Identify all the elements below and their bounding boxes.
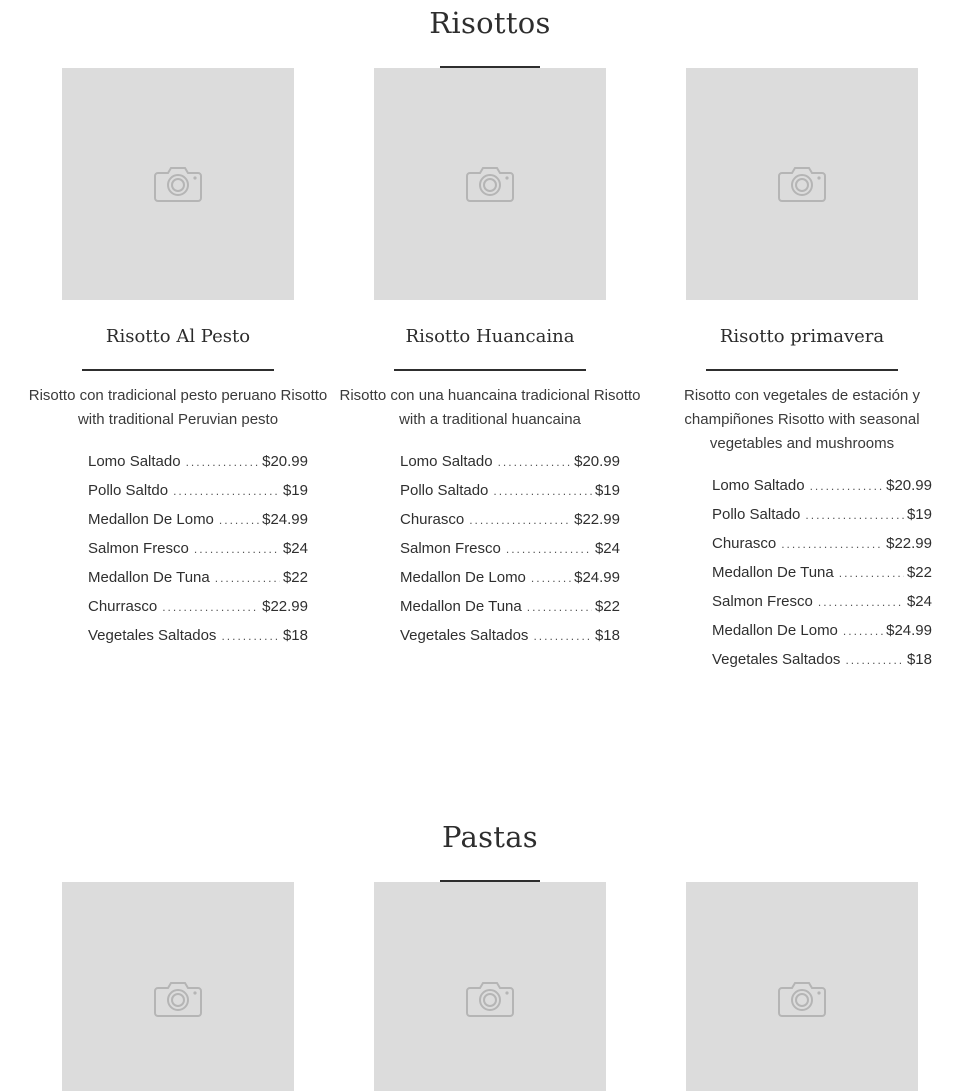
price-row bbox=[88, 569, 308, 598]
price-value: $22 bbox=[594, 598, 620, 615]
price-row bbox=[88, 598, 308, 627]
price-value: $24.99 bbox=[886, 622, 932, 639]
price-item-name: Lomo Saltado bbox=[88, 453, 181, 470]
price-row bbox=[88, 540, 308, 569]
price-item-name: Medallon De Tuna bbox=[400, 598, 522, 615]
dot-leader bbox=[493, 484, 592, 498]
price-item-name: Medallon De Tuna bbox=[712, 564, 834, 581]
price-item-name: Lomo Saltado bbox=[400, 453, 493, 470]
price-value: $24 bbox=[906, 593, 932, 610]
price-value: $22 bbox=[282, 569, 308, 586]
price-value: $19 bbox=[906, 506, 932, 523]
price-row bbox=[88, 511, 308, 540]
price-row bbox=[400, 511, 620, 540]
price-row bbox=[400, 453, 620, 482]
dish-title-rule bbox=[706, 369, 898, 371]
dot-leader bbox=[506, 542, 592, 556]
dot-leader bbox=[845, 653, 904, 667]
dish-title: Risotto primavera bbox=[719, 326, 885, 347]
price-item-name: Pollo Saltado bbox=[712, 506, 801, 523]
price-value: $22.99 bbox=[574, 511, 620, 528]
price-value: $18 bbox=[282, 627, 308, 644]
camera-icon bbox=[777, 164, 827, 204]
price-item-name: Pollo Saltado bbox=[400, 482, 489, 499]
dot-leader bbox=[221, 629, 280, 643]
price-row bbox=[712, 564, 932, 593]
camera-icon bbox=[777, 979, 827, 1019]
price-value: $20.99 bbox=[574, 453, 620, 470]
price-item-name: Salmon Fresco bbox=[88, 540, 189, 557]
price-row bbox=[712, 535, 932, 564]
price-item-name: Churasco bbox=[712, 535, 777, 552]
price-item-name: Medallon De Tuna bbox=[88, 569, 210, 586]
dish-description: Risotto con tradicional pesto peruano Risotto with traditional Peruvian pesto bbox=[28, 387, 328, 428]
dot-leader bbox=[173, 484, 280, 498]
camera-icon bbox=[153, 979, 203, 1019]
price-row bbox=[712, 593, 932, 622]
price-item-name: Churrasco bbox=[88, 598, 158, 615]
dish-image-placeholder[interactable] bbox=[686, 68, 918, 300]
dish-image-placeholder[interactable] bbox=[62, 68, 294, 300]
dot-leader bbox=[162, 600, 259, 614]
price-row bbox=[88, 453, 308, 482]
price-row bbox=[88, 482, 308, 511]
price-value: $22.99 bbox=[262, 598, 308, 615]
dot-leader bbox=[531, 571, 571, 585]
price-value: $19 bbox=[594, 482, 620, 499]
dish-image-placeholder[interactable] bbox=[62, 882, 294, 1091]
section-title-risottos: Risottos bbox=[429, 6, 551, 40]
price-item-name: Vegetales Saltados bbox=[712, 651, 841, 668]
price-value: $22.99 bbox=[886, 535, 932, 552]
price-value: $20.99 bbox=[262, 453, 308, 470]
price-row bbox=[712, 622, 932, 651]
camera-icon bbox=[465, 164, 515, 204]
dot-leader bbox=[843, 624, 883, 638]
price-item-name: Salmon Fresco bbox=[712, 593, 813, 610]
dish-title-rule bbox=[394, 369, 586, 371]
dot-leader bbox=[818, 595, 904, 609]
price-item-name: Medallon De Lomo bbox=[712, 622, 838, 639]
price-item-name: Salmon Fresco bbox=[400, 540, 501, 557]
price-row bbox=[712, 651, 932, 680]
camera-icon bbox=[465, 979, 515, 1019]
price-row bbox=[400, 569, 620, 598]
dot-leader bbox=[498, 455, 572, 469]
dot-leader bbox=[810, 479, 884, 493]
dot-leader bbox=[215, 571, 280, 585]
price-list bbox=[712, 477, 932, 680]
price-item-name: Vegetales Saltados bbox=[400, 627, 529, 644]
price-item-name: Pollo Saltdo bbox=[88, 482, 169, 499]
dish-description: Risotto con una huancaina tradicional Risotto with a traditional huancaina bbox=[339, 387, 641, 428]
dot-leader bbox=[469, 513, 571, 527]
price-value: $24 bbox=[282, 540, 308, 557]
price-item-name: Medallon De Lomo bbox=[88, 511, 214, 528]
price-row bbox=[712, 477, 932, 506]
price-value: $24 bbox=[594, 540, 620, 557]
dish-image-placeholder[interactable] bbox=[686, 882, 918, 1091]
dot-leader bbox=[194, 542, 280, 556]
price-value: $19 bbox=[282, 482, 308, 499]
price-value: $22 bbox=[906, 564, 932, 581]
price-item-name: Medallon De Lomo bbox=[400, 569, 526, 586]
price-list bbox=[88, 453, 308, 656]
price-value: $18 bbox=[906, 651, 932, 668]
dot-leader bbox=[527, 600, 592, 614]
dot-leader bbox=[839, 566, 904, 580]
dish-title-rule bbox=[82, 369, 274, 371]
price-list bbox=[400, 453, 620, 656]
price-row bbox=[400, 482, 620, 511]
price-row bbox=[712, 506, 932, 535]
dot-leader bbox=[781, 537, 883, 551]
dish-title: Risotto Al Pesto bbox=[105, 326, 251, 347]
section-title-pastas: Pastas bbox=[441, 820, 538, 854]
dot-leader bbox=[219, 513, 259, 527]
price-item-name: Lomo Saltado bbox=[712, 477, 805, 494]
dish-image-placeholder[interactable] bbox=[374, 882, 606, 1091]
dish-title: Risotto Huancaina bbox=[405, 326, 575, 347]
price-value: $24.99 bbox=[574, 569, 620, 586]
price-item-name: Churasco bbox=[400, 511, 465, 528]
dot-leader bbox=[186, 455, 260, 469]
price-row bbox=[400, 627, 620, 656]
price-row bbox=[400, 598, 620, 627]
price-value: $18 bbox=[594, 627, 620, 644]
dish-image-placeholder[interactable] bbox=[374, 68, 606, 300]
dot-leader bbox=[805, 508, 904, 522]
price-row bbox=[400, 540, 620, 569]
dish-description: Risotto con vegetales de estación y champiñones Risotto with seasonal vegetables and mushrooms bbox=[684, 387, 920, 452]
price-item-name: Vegetales Saltados bbox=[88, 627, 217, 644]
price-value: $20.99 bbox=[886, 477, 932, 494]
dot-leader bbox=[533, 629, 592, 643]
price-row bbox=[88, 627, 308, 656]
price-value: $24.99 bbox=[262, 511, 308, 528]
camera-icon bbox=[153, 164, 203, 204]
